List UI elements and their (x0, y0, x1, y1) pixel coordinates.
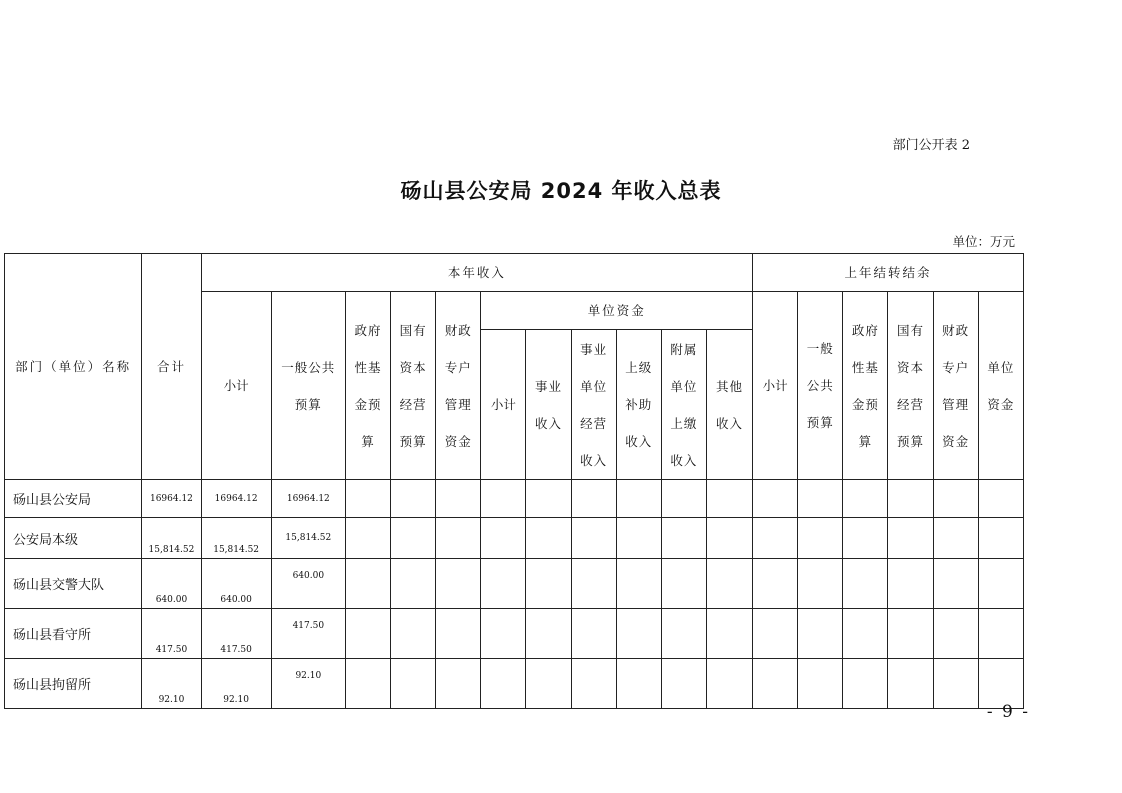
income-summary-table (4, 253, 1024, 709)
row-general-budget: 640.00 (271, 559, 345, 609)
header-current-year-income: 本年收入 (201, 254, 753, 292)
empty-cell (391, 518, 436, 559)
empty-cell (888, 480, 933, 518)
header-uf-subsidy-income-text: 上级补助收入 (625, 360, 653, 449)
header-cy-gov-fund-text: 政府性基金预算 (354, 322, 382, 449)
empty-cell (706, 518, 752, 559)
empty-cell (526, 559, 571, 609)
empty-cell (481, 659, 526, 709)
page-number: - 9 - (986, 702, 1030, 722)
row-total: 417.50 (142, 609, 201, 659)
row-subtotal: 92.10 (201, 659, 271, 709)
empty-cell (436, 480, 481, 518)
empty-cell (391, 480, 436, 518)
empty-cell (391, 609, 436, 659)
header-co-general-budget (798, 292, 843, 480)
empty-cell (798, 659, 843, 709)
row-dept-name: 公安局本级 (5, 518, 142, 559)
empty-cell (571, 559, 616, 609)
empty-cell (888, 559, 933, 609)
row-general-budget: 15,814.52 (271, 518, 345, 559)
header-cy-special-fund-text: 财政专户管理资金 (444, 322, 472, 449)
empty-cell (345, 518, 390, 559)
header-uf-other-income-text: 其他收入 (716, 378, 744, 431)
table-row (5, 559, 1024, 609)
empty-cell (978, 609, 1023, 659)
table-row (5, 659, 1024, 709)
row-subtotal: 16964.12 (201, 480, 271, 518)
empty-cell (753, 609, 798, 659)
row-total: 16964.12 (142, 480, 201, 518)
empty-cell (978, 559, 1023, 609)
empty-cell (706, 609, 752, 659)
header-cy-special-fund (436, 292, 481, 480)
empty-cell (616, 659, 661, 709)
empty-cell (526, 480, 571, 518)
empty-cell (978, 480, 1023, 518)
empty-cell (345, 609, 390, 659)
empty-cell (661, 659, 706, 709)
row-total: 640.00 (142, 559, 201, 609)
empty-cell (843, 559, 888, 609)
header-cy-subtotal: 小计 (201, 292, 271, 480)
empty-cell (978, 518, 1023, 559)
empty-cell (661, 559, 706, 609)
header-co-unit-funds (978, 292, 1023, 480)
empty-cell (753, 559, 798, 609)
empty-cell (798, 518, 843, 559)
empty-cell (706, 659, 752, 709)
empty-cell (616, 480, 661, 518)
empty-cell (798, 480, 843, 518)
table-row (5, 518, 1024, 559)
table-row (5, 609, 1024, 659)
empty-cell (526, 609, 571, 659)
empty-cell (933, 659, 978, 709)
empty-cell (526, 659, 571, 709)
row-general-budget: 417.50 (271, 609, 345, 659)
empty-cell (753, 659, 798, 709)
empty-cell (933, 609, 978, 659)
empty-cell (571, 659, 616, 709)
empty-cell (661, 518, 706, 559)
empty-cell (571, 609, 616, 659)
row-dept-name: 砀山县拘留所 (5, 659, 142, 709)
empty-cell (391, 659, 436, 709)
empty-cell (616, 609, 661, 659)
row-dept-name: 砀山县交警大队 (5, 559, 142, 609)
header-uf-affiliated-income (661, 330, 706, 480)
empty-cell (661, 480, 706, 518)
empty-cell (753, 480, 798, 518)
empty-cell (978, 659, 1023, 709)
empty-cell (843, 518, 888, 559)
header-co-subtotal: 小计 (753, 292, 798, 480)
empty-cell (843, 609, 888, 659)
header-uf-subtotal: 小计 (481, 330, 526, 480)
header-uf-other-income (706, 330, 752, 480)
unit-label: 单位：万元 (952, 234, 1015, 249)
empty-cell (481, 480, 526, 518)
empty-cell (706, 559, 752, 609)
empty-cell (616, 559, 661, 609)
empty-cell (345, 559, 390, 609)
header-uf-business-income (526, 330, 571, 480)
empty-cell (436, 659, 481, 709)
empty-cell (481, 609, 526, 659)
row-dept-name: 砀山县公安局 (5, 480, 142, 518)
header-unit-funds: 单位资金 (481, 292, 753, 330)
header-co-special-fund-text: 财政专户管理资金 (942, 322, 970, 449)
empty-cell (888, 518, 933, 559)
header-cy-general-budget (271, 292, 345, 480)
empty-cell (526, 518, 571, 559)
empty-cell (753, 518, 798, 559)
empty-cell (571, 518, 616, 559)
header-co-unit-funds-text: 单位资金 (987, 359, 1015, 412)
empty-cell (481, 518, 526, 559)
empty-cell (345, 480, 390, 518)
empty-cell (481, 559, 526, 609)
header-cy-general-budget-text: 一般公共预算 (281, 359, 336, 412)
document-title: 砀山县公安局 2024 年收入总表 (400, 179, 722, 203)
header-uf-operating-income-text: 事业单位经营收入 (580, 341, 608, 468)
header-cy-state-capital (391, 292, 436, 480)
header-uf-business-income-text: 事业收入 (534, 378, 562, 431)
empty-cell (933, 480, 978, 518)
empty-cell (436, 518, 481, 559)
empty-cell (888, 659, 933, 709)
empty-cell (933, 518, 978, 559)
row-total: 15,814.52 (142, 518, 201, 559)
row-total: 92.10 (142, 659, 201, 709)
empty-cell (571, 480, 616, 518)
empty-cell (706, 480, 752, 518)
row-general-budget: 92.10 (271, 659, 345, 709)
header-uf-operating-income (571, 330, 616, 480)
empty-cell (345, 659, 390, 709)
table-row (5, 480, 1024, 518)
empty-cell (391, 559, 436, 609)
empty-cell (888, 609, 933, 659)
header-co-general-budget-text: 一般公共预算 (806, 341, 834, 430)
empty-cell (661, 609, 706, 659)
row-general-budget: 16964.12 (271, 480, 345, 518)
table-label: 部门公开表 2 (892, 138, 970, 153)
header-co-gov-fund-text: 政府性基金预算 (851, 322, 879, 449)
header-cy-state-capital-text: 国有资本经营预算 (399, 322, 427, 449)
header-co-state-capital (888, 292, 933, 480)
header-cy-gov-fund (345, 292, 390, 480)
row-subtotal: 15,814.52 (201, 518, 271, 559)
empty-cell (436, 609, 481, 659)
header-co-gov-fund (843, 292, 888, 480)
header-co-state-capital-text: 国有资本经营预算 (897, 322, 925, 449)
row-subtotal: 640.00 (201, 559, 271, 609)
empty-cell (843, 659, 888, 709)
header-dept-name: 部门（单位）名称 (5, 254, 142, 480)
header-carryover: 上年结转结余 (753, 254, 1024, 292)
empty-cell (798, 609, 843, 659)
empty-cell (616, 518, 661, 559)
header-uf-affiliated-income-text: 附属单位上缴收入 (670, 341, 698, 468)
row-dept-name: 砀山县看守所 (5, 609, 142, 659)
header-co-special-fund (933, 292, 978, 480)
row-subtotal: 417.50 (201, 609, 271, 659)
empty-cell (798, 559, 843, 609)
empty-cell (843, 480, 888, 518)
empty-cell (436, 559, 481, 609)
header-uf-subsidy-income (616, 330, 661, 480)
empty-cell (933, 559, 978, 609)
header-total: 合计 (142, 254, 201, 480)
